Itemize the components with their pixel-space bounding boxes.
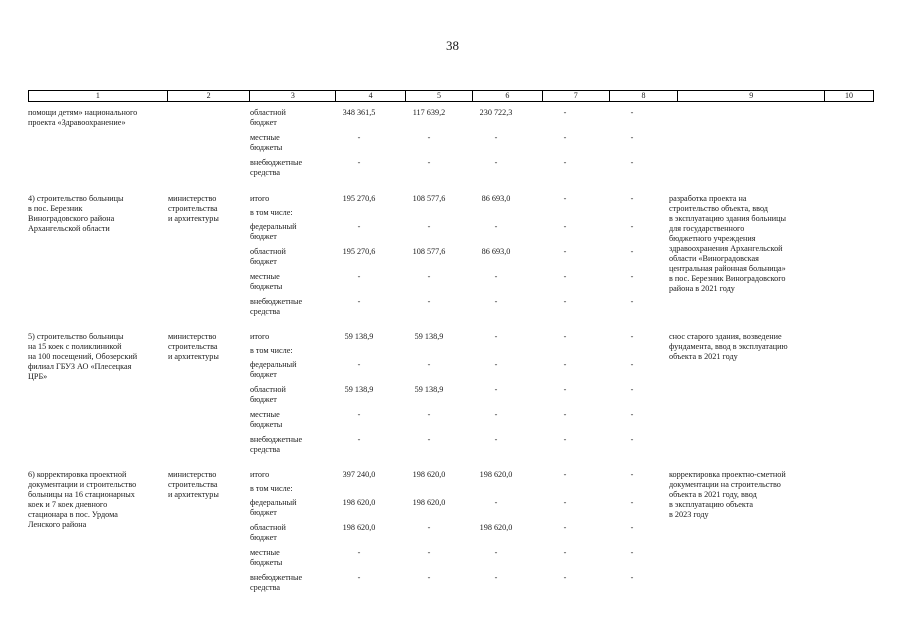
amount-cell-c7: - (563, 470, 567, 479)
amount-cell-c6: - (494, 158, 498, 167)
amount-cell-c4: - (357, 435, 361, 444)
header-col-3: 3 (250, 91, 336, 101)
amount-cell-c7: - (563, 410, 567, 419)
amount-cell-c8: - (630, 297, 634, 306)
item-description: 6) корректировка проектной документации и строительство больницы на 16 стационарных коек и 7 коек дневного стационара в пос. Урдома Ленского района (28, 470, 137, 529)
amount-cell-c6: - (494, 272, 498, 281)
amount-cell-c5: - (427, 360, 431, 369)
header-col-4: 4 (336, 91, 406, 101)
budget-label: областной бюджет (250, 523, 286, 542)
budget-label: в том числе: (250, 208, 293, 217)
amount-cell-c5: - (427, 548, 431, 557)
amount-cell-c7: - (563, 108, 567, 117)
amount-cell-c7: - (563, 297, 567, 306)
budget-label: федеральный бюджет (250, 360, 297, 379)
amount-cell-c7: - (563, 133, 567, 142)
amount-cell-c4: - (357, 133, 361, 142)
amount-cell-c6: 198 620,0 (479, 470, 513, 479)
amount-cell-c8: - (630, 435, 634, 444)
amount-cell-c4: - (357, 272, 361, 281)
budget-label: местные бюджеты (250, 548, 283, 567)
amount-cell-c5: - (427, 435, 431, 444)
amount-cell-c8: - (630, 332, 634, 341)
amount-cell-c6: - (494, 573, 498, 582)
budget-label: областной бюджет (250, 385, 286, 404)
item-expected-result: снос старого здания, возведение фундамента, ввод в эксплуатацию объекта в 2021 году (669, 332, 788, 361)
item-expected-result: разработка проекта на строительство объекта, ввод в эксплуатацию здания больницы для государственного бюджетного учреждения здравоохранения Архангельской области «Виноградовская центральная районная больница» в пос. Березник Виноградовского района в 2021 году (669, 194, 787, 293)
amount-cell-c7: - (563, 523, 567, 532)
amount-cell-c8: - (630, 470, 634, 479)
amount-cell-c5: - (427, 410, 431, 419)
amount-cell-c8: - (630, 108, 634, 117)
amount-cell-c5: - (427, 222, 431, 231)
budget-label: внебюджетные средства (250, 435, 303, 454)
item-executor: министерство строительства и архитектуры (168, 470, 219, 499)
budget-label: местные бюджеты (250, 272, 283, 291)
amount-cell-c5: - (427, 297, 431, 306)
amount-cell-c4: - (357, 297, 361, 306)
header-col-5: 5 (406, 91, 473, 101)
amount-cell-c8: - (630, 498, 634, 507)
amount-cell-c8: - (630, 385, 634, 394)
amount-cell-c7: - (563, 573, 567, 582)
amount-cell-c7: - (563, 360, 567, 369)
amount-cell-c8: - (630, 360, 634, 369)
amount-cell-c8: - (630, 194, 634, 203)
amount-cell-c7: - (563, 332, 567, 341)
amount-cell-c4: - (357, 548, 361, 557)
amount-cell-c7: - (563, 385, 567, 394)
budget-label: в том числе: (250, 484, 293, 493)
table-header-row (28, 90, 874, 102)
amount-cell-c5: - (427, 133, 431, 142)
amount-cell-c7: - (563, 247, 567, 256)
amount-cell-c6: 230 722,3 (479, 108, 513, 117)
amount-cell-c5: 59 138,9 (414, 385, 444, 394)
budget-label: федеральный бюджет (250, 222, 297, 241)
amount-cell-c6: - (494, 360, 498, 369)
amount-cell-c6: 86 693,0 (481, 247, 511, 256)
amount-cell-c6: - (494, 498, 498, 507)
page-number: 38 (446, 38, 459, 53)
item-expected-result: корректировка проектно-сметной документации на строительство объекта в 2021 году, ввод в эксплуатацию объекта в 2023 году (669, 470, 786, 519)
amount-cell-c6: - (494, 332, 498, 341)
amount-cell-c7: - (563, 548, 567, 557)
budget-label: областной бюджет (250, 247, 286, 266)
budget-label: внебюджетные средства (250, 158, 303, 177)
amount-cell-c7: - (563, 272, 567, 281)
amount-cell-c4: - (357, 360, 361, 369)
budget-label: федеральный бюджет (250, 498, 297, 517)
amount-cell-c8: - (630, 410, 634, 419)
amount-cell-c4: 59 138,9 (344, 385, 374, 394)
top-description: помощи детям» национального проекта «Здравоохранение» (28, 108, 138, 127)
header-col-6: 6 (473, 91, 543, 101)
amount-cell-c8: - (630, 523, 634, 532)
amount-cell-c5: 59 138,9 (414, 332, 444, 341)
amount-cell-c7: - (563, 194, 567, 203)
amount-cell-c5: 198 620,0 (412, 470, 446, 479)
amount-cell-c7: - (563, 158, 567, 167)
amount-cell-c6: - (494, 133, 498, 142)
amount-cell-c4: 198 620,0 (342, 523, 376, 532)
amount-cell-c4: 195 270,6 (342, 247, 376, 256)
amount-cell-c8: - (630, 573, 634, 582)
amount-cell-c7: - (563, 435, 567, 444)
amount-cell-c5: - (427, 272, 431, 281)
amount-cell-c4: 59 138,9 (344, 332, 374, 341)
amount-cell-c7: - (563, 222, 567, 231)
item-description: 4) строительство больницы в пос. Березник Виноградовского района Архангельской области (28, 194, 124, 233)
amount-cell-c4: 348 361,5 (342, 108, 376, 117)
amount-cell-c4: 195 270,6 (342, 194, 376, 203)
amount-cell-c8: - (630, 133, 634, 142)
header-col-8: 8 (610, 91, 679, 101)
item-executor: министерство строительства и архитектуры (168, 194, 219, 223)
amount-cell-c6: - (494, 548, 498, 557)
header-col-7: 7 (543, 91, 610, 101)
amount-cell-c4: 198 620,0 (342, 498, 376, 507)
amount-cell-c5: 117 639,2 (412, 108, 446, 117)
amount-cell-c5: - (427, 158, 431, 167)
amount-cell-c7: - (563, 498, 567, 507)
item-description: 5) строительство больницы на 15 коек с поликлиникой на 100 посещений, Обозерский филиал ГБУЗ АО «Плесецкая ЦРБ» (28, 332, 138, 381)
amount-cell-c4: - (357, 158, 361, 167)
budget-label: областной бюджет (250, 108, 286, 127)
amount-cell-c6: - (494, 222, 498, 231)
budget-label: местные бюджеты (250, 133, 283, 152)
amount-cell-c6: - (494, 435, 498, 444)
header-col-1: 1 (29, 91, 168, 101)
amount-cell-c4: - (357, 222, 361, 231)
amount-cell-c5: 198 620,0 (412, 498, 446, 507)
amount-cell-c5: - (427, 573, 431, 582)
budget-label: итого (250, 470, 270, 479)
item-executor: министерство строительства и архитектуры (168, 332, 219, 361)
budget-label: итого (250, 332, 270, 341)
amount-cell-c6: 86 693,0 (481, 194, 511, 203)
amount-cell-c5: 108 577,6 (412, 194, 446, 203)
header-col-9: 9 (678, 91, 825, 101)
amount-cell-c8: - (630, 158, 634, 167)
amount-cell-c8: - (630, 247, 634, 256)
amount-cell-c6: - (494, 385, 498, 394)
amount-cell-c4: - (357, 573, 361, 582)
budget-label: местные бюджеты (250, 410, 283, 429)
amount-cell-c4: 397 240,0 (342, 470, 376, 479)
header-col-10: 10 (845, 91, 854, 100)
amount-cell-c6: - (494, 410, 498, 419)
budget-label: внебюджетные средства (250, 297, 303, 316)
amount-cell-c5: 108 577,6 (412, 247, 446, 256)
amount-cell-c8: - (630, 272, 634, 281)
amount-cell-c5: - (427, 523, 431, 532)
budget-label: итого (250, 194, 270, 203)
amount-cell-c6: 198 620,0 (479, 523, 513, 532)
amount-cell-c8: - (630, 222, 634, 231)
amount-cell-c6: - (494, 297, 498, 306)
budget-label: в том числе: (250, 346, 293, 355)
amount-cell-c4: - (357, 410, 361, 419)
amount-cell-c8: - (630, 548, 634, 557)
header-col-2: 2 (168, 91, 251, 101)
budget-label: внебюджетные средства (250, 573, 303, 592)
